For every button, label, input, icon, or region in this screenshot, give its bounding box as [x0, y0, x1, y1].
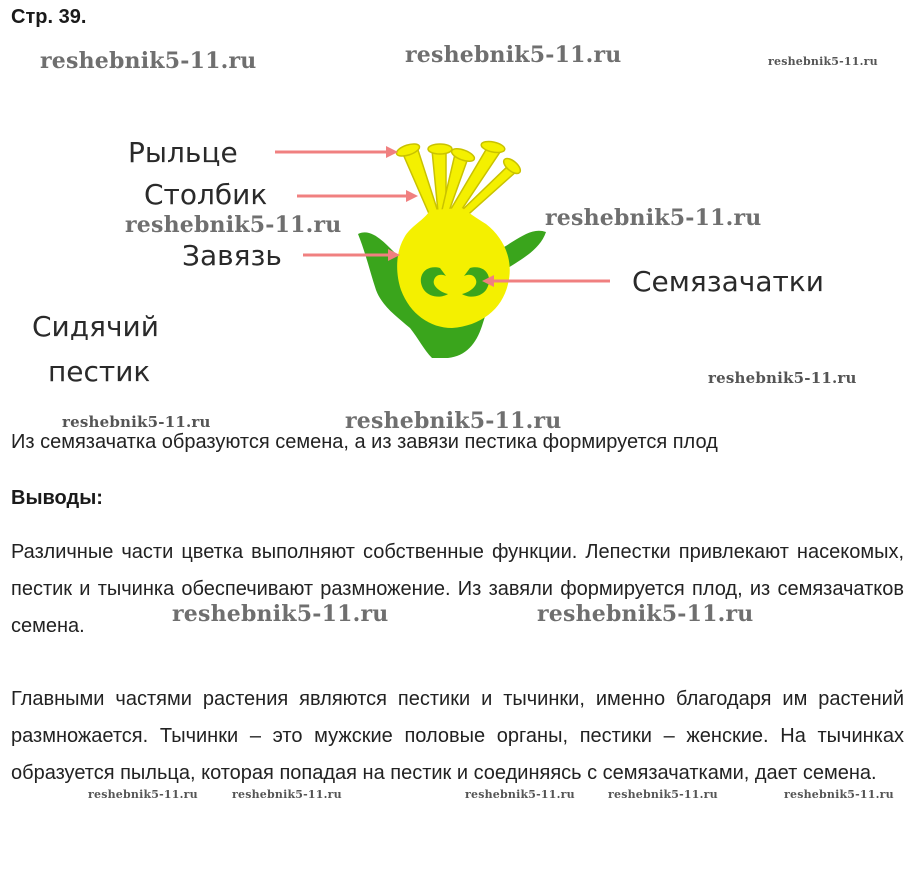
label-style: Столбик — [144, 178, 268, 211]
watermark: reshebnik5-11.ru — [40, 48, 257, 74]
label-stigma: Рыльце — [128, 136, 238, 169]
watermark: reshebnik5-11.ru — [125, 212, 342, 238]
watermark: reshebnik5-11.ru — [88, 788, 198, 801]
watermark: reshebnik5-11.ru — [172, 601, 389, 627]
ovary-shape — [397, 208, 510, 328]
caption-line2: пестик — [48, 355, 151, 388]
watermark: reshebnik5-11.ru — [708, 369, 857, 387]
label-ovary: Завязь — [182, 239, 282, 272]
watermark: reshebnik5-11.ru — [465, 788, 575, 801]
watermark: reshebnik5-11.ru — [784, 788, 894, 801]
watermark: reshebnik5-11.ru — [405, 42, 622, 68]
paragraph-2: Главными частями растения являются пестики и тычинки, именно благодаря им растений размножается. Тычинки – это мужские половые органы, пестики – женские. На тычинках образуется пыльца, которая попадая на пестик и соединяясь с семязачатками, дает семена. — [11, 688, 904, 784]
watermark: reshebnik5-11.ru — [545, 205, 762, 231]
stigma-and-style — [395, 140, 523, 220]
statement-line: Из семязачатка образуются семена, а из завязи пестика формируется плод — [11, 431, 718, 453]
watermark: reshebnik5-11.ru — [537, 601, 754, 627]
watermark: reshebnik5-11.ru — [768, 55, 878, 68]
page-title: Стр. 39. — [11, 6, 87, 28]
caption-line1: Сидячий — [32, 310, 159, 343]
conclusions-heading: Выводы: — [11, 487, 103, 509]
watermark: reshebnik5-11.ru — [345, 408, 562, 434]
label-ovules: Семязачатки — [632, 265, 824, 298]
pistil-diagram — [0, 100, 917, 410]
watermark: reshebnik5-11.ru — [62, 413, 211, 431]
watermark: reshebnik5-11.ru — [608, 788, 718, 801]
watermark: reshebnik5-11.ru — [232, 788, 342, 801]
paragraph-1: Различные части цветка выполняют собственные функции. Лепестки привлекают насекомых, пестик и тычинка обеспечивают размножение. Из завяли формируется плод, из семязачатков семена. — [11, 541, 904, 637]
